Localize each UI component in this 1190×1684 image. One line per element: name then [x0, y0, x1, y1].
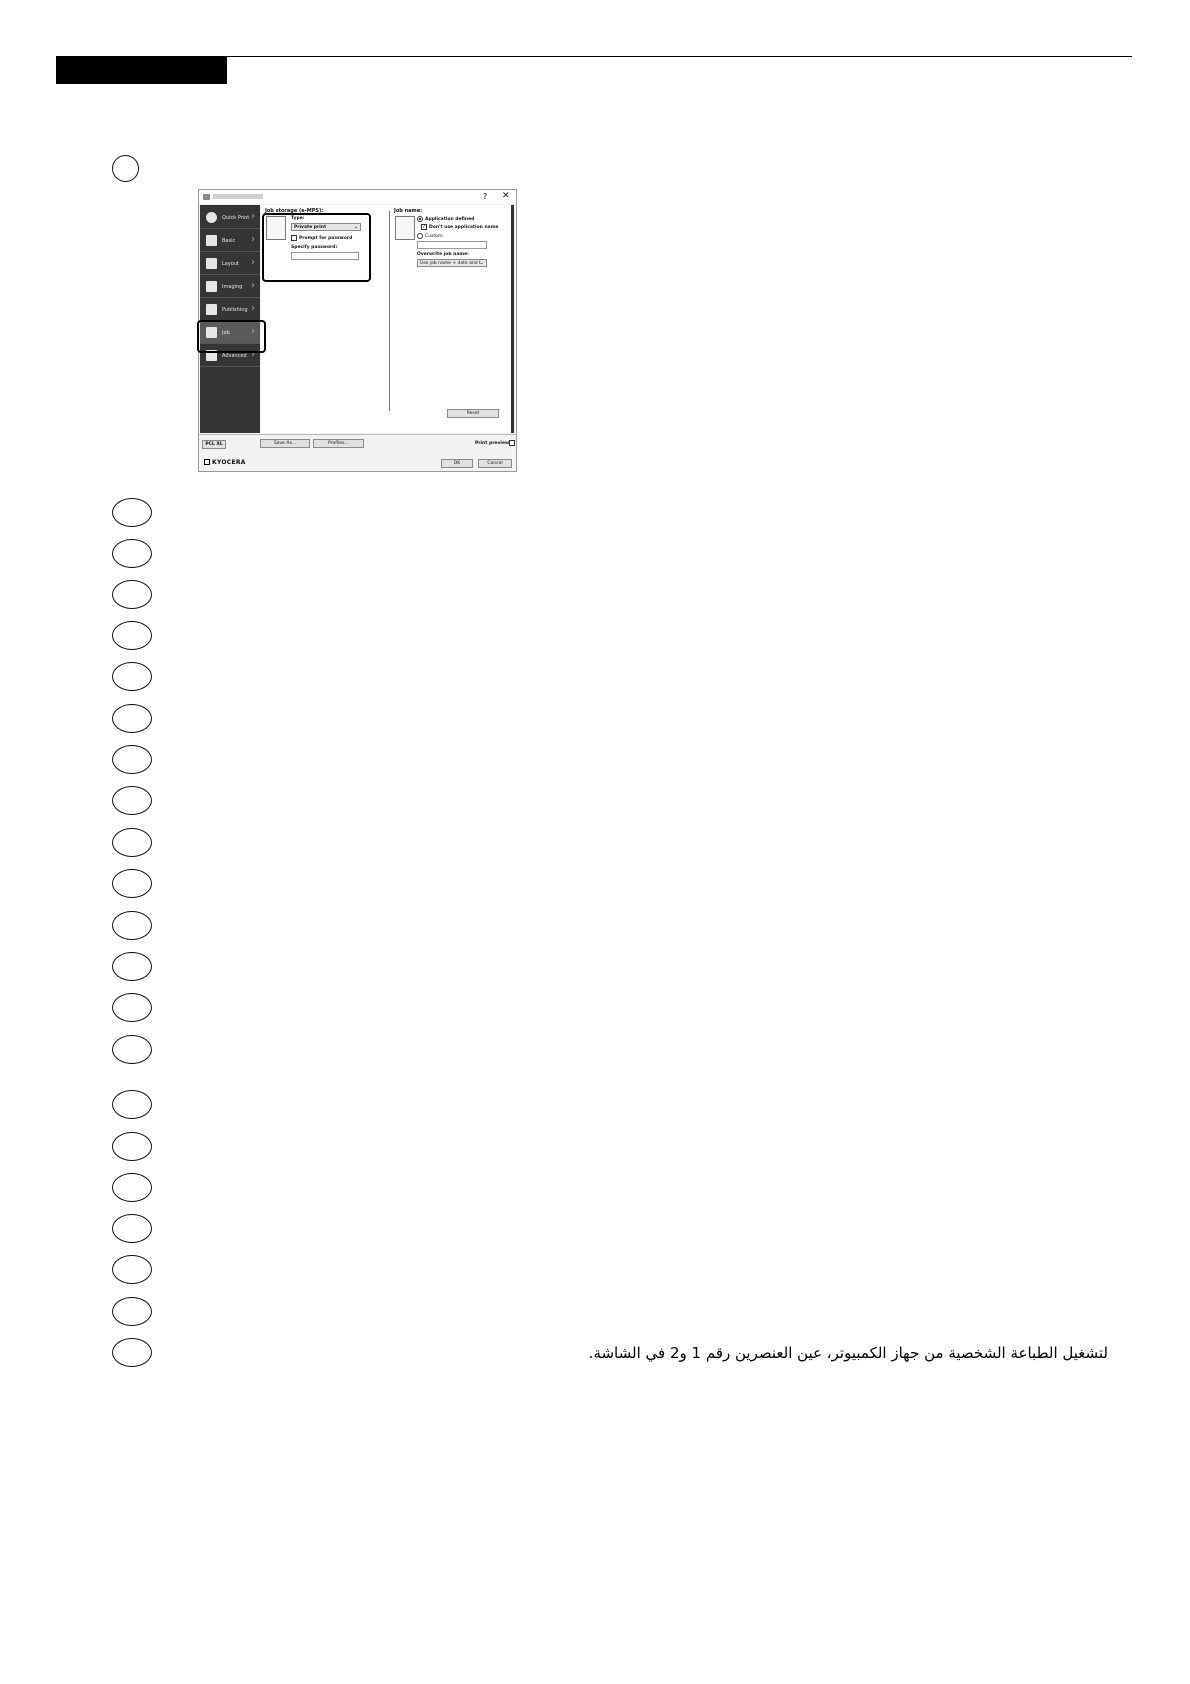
sidebar-item-basic[interactable] — [200, 230, 260, 252]
sidebar-item-quick-print[interactable] — [200, 207, 260, 229]
step-circle — [112, 828, 152, 857]
help-icon[interactable]: ? — [483, 192, 488, 201]
ok-button[interactable] — [441, 459, 473, 468]
sidebar-label: Imaging — [222, 284, 243, 290]
sidebar-label: Advanced — [222, 353, 247, 359]
step-circle — [112, 662, 152, 691]
dialog-footer — [199, 434, 516, 472]
sidebar-item-layout[interactable] — [200, 253, 260, 275]
type-select-value: Private print — [294, 225, 327, 230]
step-circle — [112, 1338, 152, 1367]
reset-label: Reset — [466, 411, 480, 416]
pcl-label: PCL XL — [205, 442, 223, 447]
sidebar-item-imaging[interactable] — [200, 276, 260, 298]
step-circle — [112, 1297, 152, 1326]
custom-radio[interactable] — [417, 233, 423, 239]
cancel-button[interactable] — [478, 459, 512, 468]
dialog-titlebar — [199, 190, 516, 204]
dont-use-app-name-label: Don't use application name — [429, 225, 499, 230]
step-circle — [112, 155, 139, 182]
kyocera-logo — [204, 459, 246, 466]
application-defined-label: Application defined — [425, 217, 475, 222]
save-as-button[interactable] — [260, 439, 310, 448]
step-circle — [112, 1090, 152, 1119]
overwrite-job-name-select[interactable] — [417, 259, 487, 267]
custom-name-input[interactable] — [417, 241, 487, 249]
chevron-right-icon: › — [251, 257, 255, 268]
sidebar-label: Layout — [222, 261, 239, 267]
header-black-tab — [56, 57, 227, 84]
sidebar-label: Job — [222, 330, 230, 336]
step-circle — [112, 952, 152, 981]
step-circle — [112, 869, 152, 898]
ok-label: OK — [453, 461, 461, 466]
overwrite-select-value: Use job name + date and t — [420, 261, 481, 266]
step-circle — [112, 745, 152, 774]
step-circle — [112, 786, 152, 815]
step-circle — [112, 621, 152, 650]
kyocera-mark-icon — [204, 459, 210, 465]
job-name-title: Job name: — [394, 208, 423, 214]
chevron-down-icon: ⌄ — [479, 260, 484, 266]
panel-divider — [389, 211, 390, 411]
chevron-right-icon: › — [251, 211, 255, 222]
highlight-job-tab — [197, 320, 266, 353]
chevron-right-icon: › — [251, 303, 255, 314]
step-circle — [112, 1173, 152, 1202]
publishing-icon — [206, 304, 217, 315]
prompt-password-label: Prompt for password — [299, 236, 353, 241]
profiles-label: Profiles... — [328, 441, 349, 446]
step-circle — [112, 1214, 152, 1243]
step-circle — [112, 1035, 152, 1064]
dont-use-app-name-checkbox[interactable]: ✓ — [422, 224, 427, 230]
job-name-icon — [395, 216, 415, 240]
step-circle — [112, 1132, 152, 1161]
step-circle — [112, 911, 152, 940]
cancel-label: Cancel — [487, 461, 503, 466]
imaging-icon — [206, 281, 217, 292]
print-preview-checkbox[interactable] — [509, 440, 515, 446]
sidebar-label: Publishing — [222, 307, 248, 313]
close-icon[interactable]: ✕ — [502, 191, 510, 201]
step-circle — [112, 580, 152, 609]
sidebar-item-publishing[interactable] — [200, 299, 260, 321]
chevron-right-icon: › — [251, 349, 255, 360]
brand-name: KYOCERA — [212, 459, 246, 466]
chevron-right-icon: › — [251, 280, 255, 291]
chevron-right-icon: › — [251, 234, 255, 245]
highlight-job-storage — [262, 213, 371, 282]
save-as-label: Save As... — [273, 441, 297, 446]
sidebar-label: Basic — [222, 238, 236, 244]
print-preview-label: Print preview — [475, 441, 510, 446]
quick-print-icon — [206, 212, 217, 223]
type-label: Type: — [291, 216, 305, 221]
custom-label: Custom: — [425, 234, 444, 239]
arabic-instruction: لتشغيل الطباعة الشخصية من جهاز الكمبيوتر، عين العنصرين رقم 1 و2 في الشاشة. — [588, 1344, 1108, 1362]
step-circle — [112, 704, 152, 733]
chevron-down-icon: ⌄ — [353, 224, 358, 230]
sidebar-label: Quick Print — [222, 215, 250, 221]
application-defined-radio[interactable] — [417, 216, 423, 222]
dialog-title-blurred — [213, 194, 263, 199]
step-circle — [112, 498, 152, 527]
profiles-button[interactable] — [313, 439, 364, 448]
chevron-right-icon: › — [251, 326, 255, 337]
layout-icon — [206, 258, 217, 269]
reset-button[interactable] — [447, 409, 499, 418]
specify-password-label: Specify password: — [291, 245, 338, 250]
basic-icon — [206, 235, 217, 246]
printer-icon — [203, 194, 210, 200]
sidebar — [200, 205, 260, 433]
overwrite-job-name-label: Overwrite job name: — [417, 252, 469, 257]
step-circle — [112, 993, 152, 1022]
pcl-xl-button[interactable] — [202, 440, 226, 449]
step-circle — [112, 1255, 152, 1284]
job-storage-title: Job storage (e-MPS): — [265, 208, 324, 214]
step-circle — [112, 539, 152, 568]
